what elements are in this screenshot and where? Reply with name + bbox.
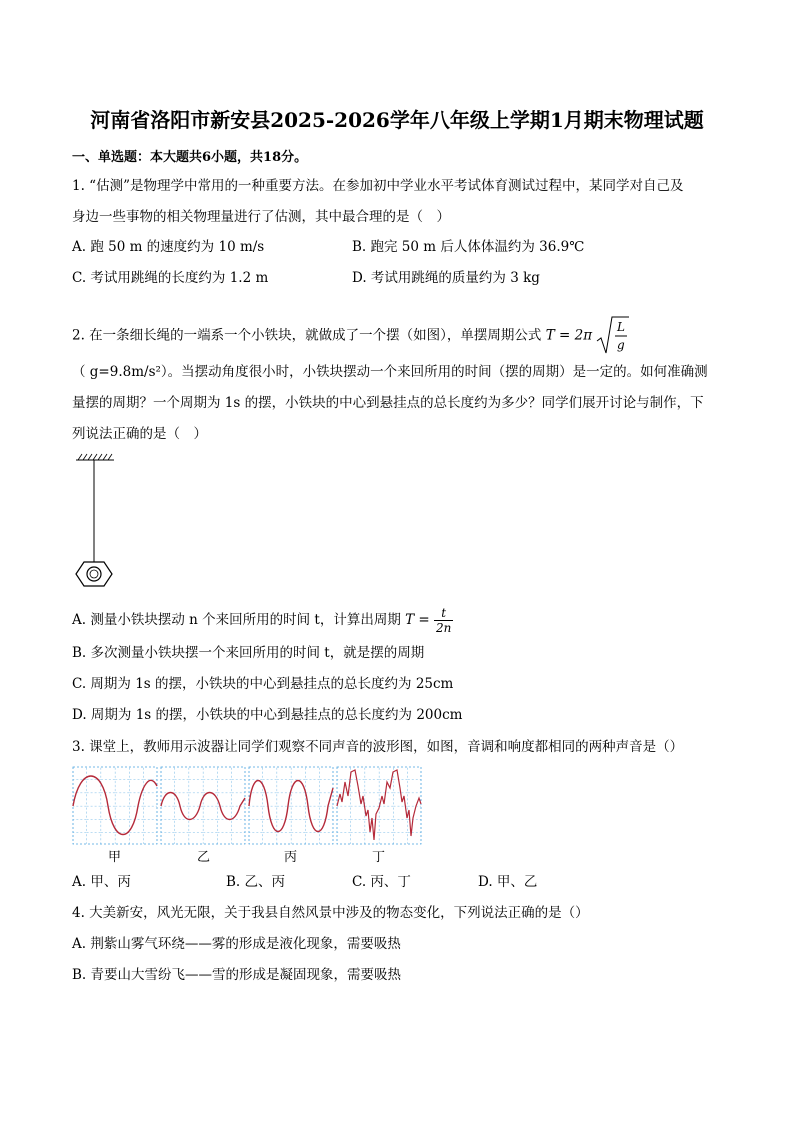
waveform-panel-bing: [249, 767, 333, 844]
formula-l: L: [617, 320, 626, 334]
q1-stem-line1: 1. “估测”是物理学中常用的一种重要方法。在参加初中学业水平考试体育测试过程中，某同学对自己及: [72, 178, 684, 194]
q3-option-d[interactable]: D. 甲、乙: [478, 874, 538, 890]
section-heading: 一、单选题：本大题共6小题，共18分。: [72, 150, 308, 165]
q2-stem-text: 2. 在一条细长绳的一端系一个小铁块，就做成了一个摆（如图），单摆周期公式: [72, 327, 542, 344]
q1-stem-line2: 身边一些事物的相关物理量进行了估测，其中最合理的是（ ）: [72, 209, 450, 225]
waveform-figure: [72, 766, 422, 846]
q4-option-a[interactable]: A. 荆紫山雾气环绕——雾的形成是液化现象，需要吸热: [72, 936, 401, 952]
q2-stem-line4: 列说法正确的是（ ）: [72, 426, 207, 442]
formula-g: g: [617, 338, 626, 352]
q1-option-c[interactable]: C. 考试用跳绳的长度约为 1.2 m: [72, 270, 269, 286]
waveform-panel-jia: [73, 767, 157, 844]
waveform-label-bing: 丙: [284, 850, 298, 865]
q3-option-a[interactable]: A. 甲、丙: [72, 874, 131, 890]
q2-stem-line1: [72, 315, 630, 357]
period-fraction: [434, 606, 453, 635]
q2-option-a[interactable]: [72, 606, 453, 635]
fraction-numerator: t: [434, 606, 453, 621]
waveform-label-jia: 甲: [108, 850, 122, 865]
page-title: 河南省洛阳市新安县2025-2026学年八年级上学期1月期末物理试题: [90, 108, 704, 132]
q2-option-b[interactable]: B. 多次测量小铁块摆一个来回所用的时间 t，就是摆的周期: [72, 645, 425, 661]
q3-stem: 3. 课堂上，教师用示波器让同学们观察不同声音的波形图，如图，音调和响度都相同的两种声音是（）: [72, 739, 684, 755]
q2-option-a-lhs: T =: [405, 612, 430, 628]
fraction-denominator: 2n: [436, 621, 452, 635]
waveform-panel-ding: [337, 767, 421, 844]
q4-option-b[interactable]: B. 青要山大雪纷飞——雪的形成是凝固现象，需要吸热: [72, 967, 402, 983]
waveform-label-yi: 乙: [197, 850, 211, 865]
q2-option-d[interactable]: D. 周期为 1s 的摆，小铁块的中心到悬挂点的总长度约为 200cm: [72, 707, 463, 723]
q2-stem-line2: （ g=9.8m/s²）。当摆动角度很小时，小铁块摆动一个来回所用的时间（摆的周期）是一定的。如何准确测: [72, 364, 708, 380]
sqrt-symbol: [596, 315, 630, 357]
q3-option-b[interactable]: B. 乙、丙: [226, 874, 286, 890]
q4-stem: 4. 大美新安，风光无限，关于我县自然风景中涉及的物态变化，下列说法正确的是（）: [72, 905, 589, 921]
q2-option-c[interactable]: C. 周期为 1s 的摆，小铁块的中心到悬挂点的总长度约为 25cm: [72, 676, 454, 692]
q1-option-d[interactable]: D. 考试用跳绳的质量约为 3 kg: [352, 270, 540, 286]
q1-option-b[interactable]: B. 跑完 50 m 后人体体温约为 36.9℃: [352, 239, 585, 255]
q2-stem-line3: 量摆的周期？一个周期为 1s 的摆，小铁块的中心到悬挂点的总长度约为多少？同学们展开讨论与制作，下: [72, 395, 704, 411]
q2-formula-lhs: T = 2π: [545, 327, 593, 344]
pendulum-figure: [68, 452, 128, 592]
waveform-label-ding: 丁: [372, 850, 386, 865]
q2-option-a-text: A. 测量小铁块摆动 n 个来回所用的时间 t，计算出周期: [72, 612, 401, 628]
q1-option-a[interactable]: A. 跑 50 m 的速度约为 10 m/s: [72, 239, 265, 255]
q3-option-c[interactable]: C. 丙、丁: [352, 874, 411, 890]
waveform-panel-yi: [161, 767, 245, 844]
